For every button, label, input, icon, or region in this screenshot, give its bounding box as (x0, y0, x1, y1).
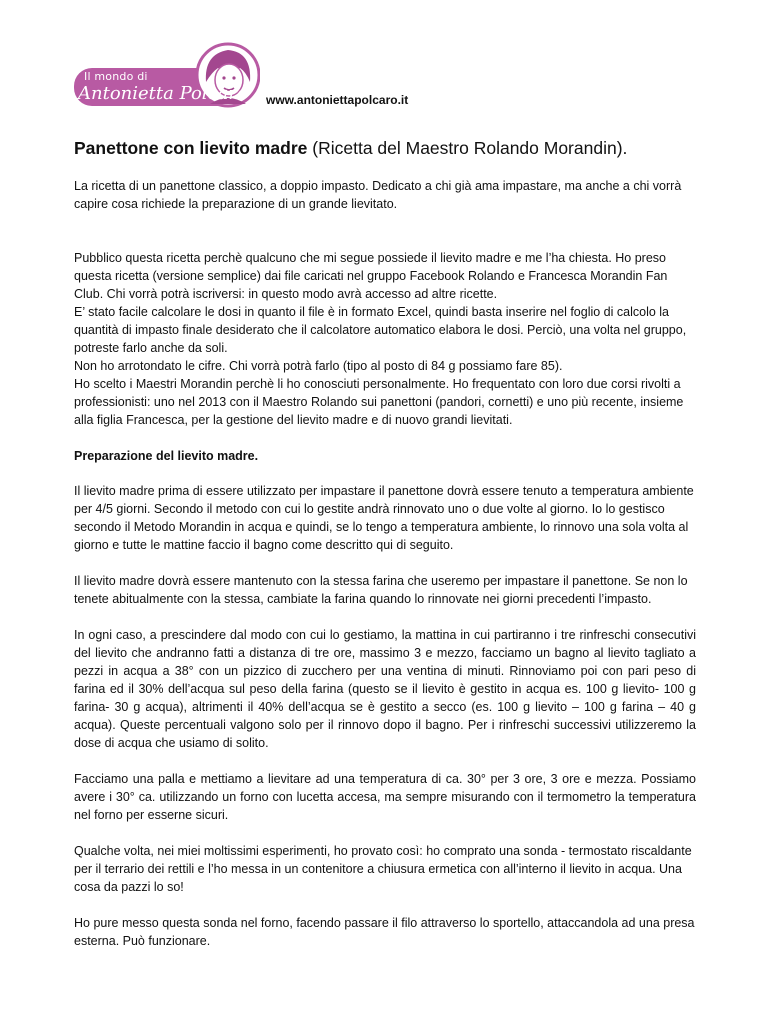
body-paragraph: Ho pure messo questa sonda nel forno, facendo passare il filo attraverso lo sportello, attaccandola ad una presa esterna. Può funzionare. (74, 916, 695, 948)
body-paragraph: Qualche volta, nei miei moltissimi esperimenti, ho provato così: ho comprato una sonda - termostato riscaldante per il terrario dei rettili e l’ho messa in un contenitore a chiusura ermetica con all’interno il lievito in acqua. Una cosa da pazzi lo so! (74, 844, 692, 894)
logo-line2: Antonietta Polcaro (78, 83, 248, 104)
about-line: E’ stato facile calcolare le dosi in quanto il file è in formato Excel, quindi basta inserire nel foglio di calcolo la quantità di impasto finale desiderato che il calcolatore automatico elabora le dosi. Perciò, una volta nel gruppo, potreste farlo anche da soli. (74, 305, 687, 355)
body-paragraph: Il lievito madre prima di essere utilizzato per impastare il panettone dovrà essere tenuto a temperatura ambiente per 4/5 giorni. Secondo il metodo con cui lo gestite andrà rinnovato uno o due volte al giorno. Io lo gestisco secondo il Metodo Morandin in acqua e quindi, se lo tengo a temperatura ambiente, lo rinnovo una sola volta al giorno e tutte le mattine faccio il bagno come descritto qui di seguito. (74, 484, 694, 552)
title-subtitle: (Ricetta del Maestro Rolando Morandin). (307, 138, 628, 158)
body-paragraph: Facciamo una palla e mettiamo a lievitare ad una temperatura di ca. 30° per 3 ore, 3 ore e mezza. Possiamo avere i 30° ca. utilizzando un forno con lucetta accesa, ma sempre misurando con il termometro la temperatura nel forno per esserne sicuri. (74, 772, 696, 822)
document-body (74, 177, 696, 950)
body-paragraph: Il lievito madre dovrà essere mantenuto con la stessa farina che useremo per impastare il panettone. Se non lo tenete abitualmente con la stessa, cambiate la farina quando lo rinnovate nei giorni precedenti l’impasto. (74, 574, 688, 606)
body-paragraph: In ogni caso, a prescindere dal modo con cui lo gestiamo, la mattina in cui partiranno i tre rinfreschi consecutivi del lievito che andranno fatti a distanza di tre ore, massimo 3 e mezzo, facciamo un bagno al lievito tagliato a pezzi in acqua a 38° con un pizzico di zucchero per una ventina di minuti. Rinnoviamo poi con pari peso di farina ed il 30% dell’acqua sul peso della farina (questo se il lievito è gestito in acqua es. 100 g lievito- 100 g farina- 30 g acqua), altrimenti il 40% dell’acqua se è gestito a secco (es. 100 g lievito – 100 g farina – 40 g acqua). Queste percentuali valgono solo per il rinnovo dopo il bagno. Per i rinfreschi successivi utilizzeremo la dose di acqua che usiamo di solito. (74, 628, 696, 750)
logo-line1: Il mondo di (84, 70, 148, 83)
section-heading: Preparazione del lievito madre. (74, 449, 259, 463)
title-main: Panettone con lievito madre (74, 138, 308, 158)
about-line: Non ho arrotondato le cifre. Chi vorrà potrà farlo (tipo al posto di 84 g possiamo fare 85). (74, 359, 563, 373)
page-title (74, 136, 714, 160)
site-logo[interactable] (74, 40, 260, 112)
intro-paragraph: La ricetta di un panettone classico, a doppio impasto. Dedicato a chi già ama impastare, ma anche a chi vorrà capire cosa richiede la preparazione di un grande lievitato. (74, 179, 682, 211)
document-header (74, 40, 694, 112)
website-link[interactable]: www.antoniettapolcaro.it (266, 93, 409, 107)
about-line: Pubblico questa ricetta perchè qualcuno che mi segue possiede il lievito madre e me l’ha chiesta. Ho preso questa ricetta (versione semplice) dai file caricati nel gruppo Facebook Rolando e Francesca Morandin Fan Club. Chi vorrà potrà iscriversi: in questo modo avrà accesso ad altre ricette. (74, 251, 668, 301)
about-line: Ho scelto i Maestri Morandin perchè li ho conosciuti personalmente. Ho frequentato con loro due corsi rivolti a professionisti: uno nel 2013 con il Maestro Rolando sui panettoni (pandori, cornetti) e uno più recente, insieme alla figlia Francesca, per la gestione del lievito madre e di nuovo grandi lievitati. (74, 377, 684, 427)
